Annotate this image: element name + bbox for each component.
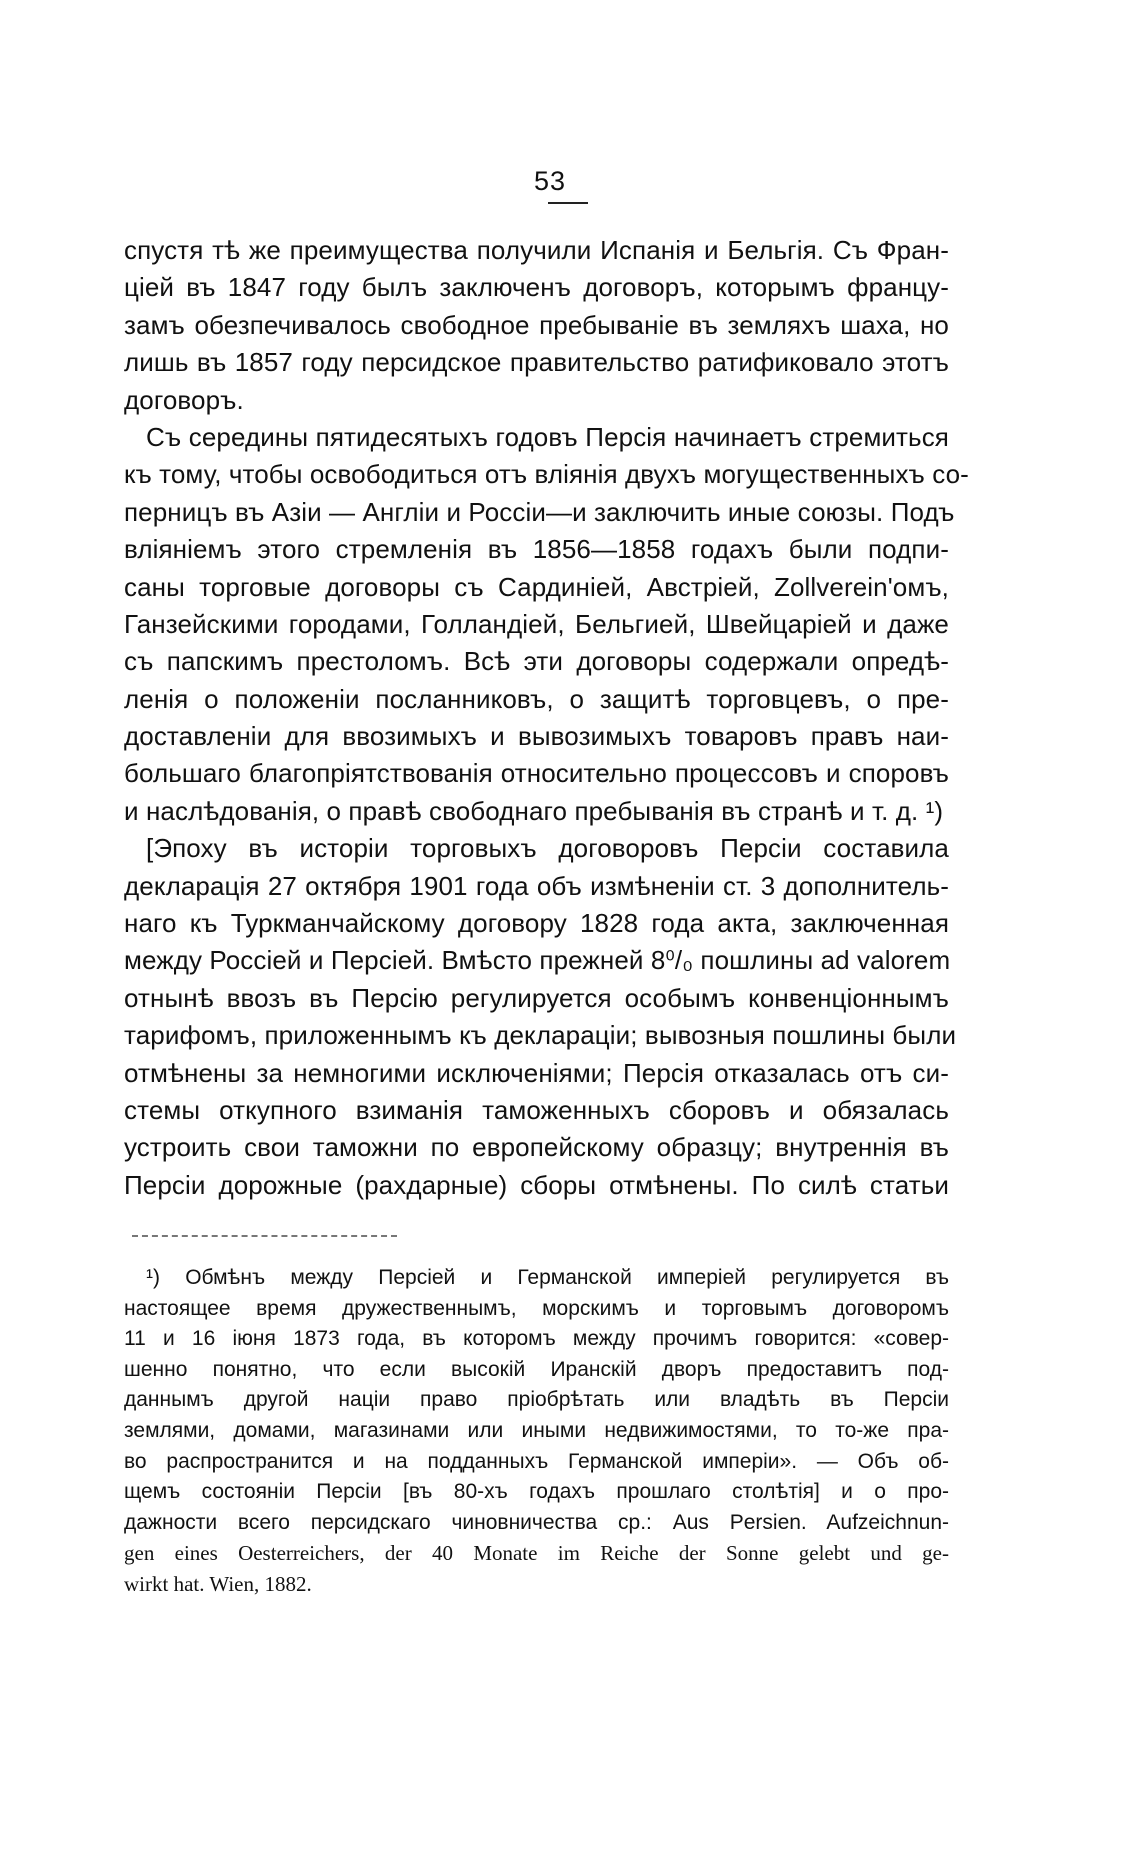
text-line: замъ обезпечивалось свободное пребываніе въ земляхъ шаха, но: [124, 309, 949, 340]
text-line: ціей въ 1847 году былъ заключенъ договоръ, которымъ францу-: [124, 272, 949, 303]
text-line: доставленіи для ввозимыхъ и вывозимыхъ товаровъ правъ наи-: [124, 721, 949, 752]
page-number-underline: [548, 202, 588, 204]
text-line: Ганзейскими городами, Голландіей, Бельгией, Швейцаріей и даже: [124, 608, 949, 639]
footnote-line: настоящее время дружественнымъ, морскимъ и торговымъ договоромъ: [124, 1296, 949, 1320]
footnote-line: ¹) Обмѣнъ между Персіей и Германской имперіей регулируется въ: [146, 1266, 949, 1289]
text-line: и наслѣдованія, о правѣ свободнаго пребыванія въ странѣ и т. д. ¹): [124, 795, 944, 826]
paragraph-start-line: Съ середины пятидесятыхъ годовъ Персія начинаетъ стремиться: [146, 421, 949, 452]
footnote-separator: [132, 1235, 397, 1237]
text-line: тарифомъ, приложеннымъ къ деклараціи; вывозныя пошлины были: [124, 1020, 957, 1051]
text-line: перницъ въ Азіи — Англіи и Россіи—и заключить иные союзы. Подъ: [124, 496, 955, 527]
text-line: спустя тѣ же преимущества получили Испанія и Бельгія. Съ Фран-: [124, 235, 949, 265]
text-line: вліяніемъ этого стремленія въ 1856—1858 годахъ были подпи-: [124, 534, 949, 565]
text-line: саны торговые договоры съ Сардиніей, Австріей, Zollverein'омъ,: [124, 571, 949, 602]
text-line: декларація 27 октября 1901 года объ измѣненіи ст. 3 дополнитель-: [124, 870, 949, 901]
text-line: лишь въ 1857 году персидское правительство ратификовало этотъ: [124, 347, 949, 378]
footnote-line: дажности всего персидскаго чиновничества ср.: Aus Persien. Aufzeichnun-: [124, 1510, 949, 1534]
text-line: отнынѣ ввозъ въ Персію регулируется особымъ конвенціоннымъ: [124, 982, 949, 1013]
footnote-line: wirkt hat. Wien, 1882.: [124, 1571, 312, 1596]
text-line: между Россіей и Персіей. Вмѣсто прежней 8⁰/₀ пошлины ad valorem: [124, 945, 951, 976]
text-line: стемы откупного взиманія таможенныхъ сборовъ и обязалась: [124, 1094, 949, 1125]
text-line: наго къ Туркманчайскому договору 1828 года акта, заключенная: [124, 908, 949, 939]
footnote-line: даннымъ другой націи право пріобрѣтать или владѣть въ Персіи: [124, 1388, 949, 1412]
text-line: договоръ.: [124, 384, 244, 415]
footnote-line: землями, домами, магазинами или иными недвижимостями, то то-же пра-: [124, 1418, 949, 1442]
paragraph-start-line: [Эпоху въ исторіи торговыхъ договоровъ Персіи составила: [146, 833, 949, 864]
footnote-line: gen eines Oesterreichers, der 40 Monate im Reiche der Sonne gelebt und ge-: [124, 1541, 949, 1566]
footnote-line: щемъ состояніи Персіи [въ 80-хъ годахъ прошлаго столѣтія] и о про-: [124, 1480, 949, 1504]
text-line: большаго благопріятствованія относительно процессовъ и споровъ: [124, 758, 949, 789]
text-line: съ папскимъ престоломъ. Всѣ эти договоры содержали опредѣ-: [124, 646, 949, 677]
text-line: къ тому, чтобы освободиться отъ вліянія двухъ могущественныхъ со-: [124, 459, 969, 490]
footnote-line: шенно понятно, что если высокій Иранскій дворъ предоставитъ под-: [124, 1357, 949, 1381]
page-number: 53: [533, 166, 567, 196]
text-line: отмѣнены за немногими исключеніями; Персія отказалась отъ си-: [124, 1057, 949, 1088]
footnote-line: во распространится и на подданныхъ Германской имперіи». — Объ об-: [124, 1449, 949, 1473]
footnote-line: 11 и 16 іюня 1873 года, въ которомъ между прочимъ говорится: «совер-: [124, 1327, 949, 1351]
footnotes: [124, 1263, 949, 1600]
text-line: Персіи дорожные (рахдарные) сборы отмѣнены. По силѣ статьи: [124, 1169, 949, 1200]
text-line: ленія о положеніи посланниковъ, о защитѣ торговцевъ, о пре-: [124, 683, 949, 714]
text-line: устроить свои таможни по европейскому образцу; внутреннія въ: [124, 1132, 949, 1163]
main-text: [124, 232, 969, 1204]
